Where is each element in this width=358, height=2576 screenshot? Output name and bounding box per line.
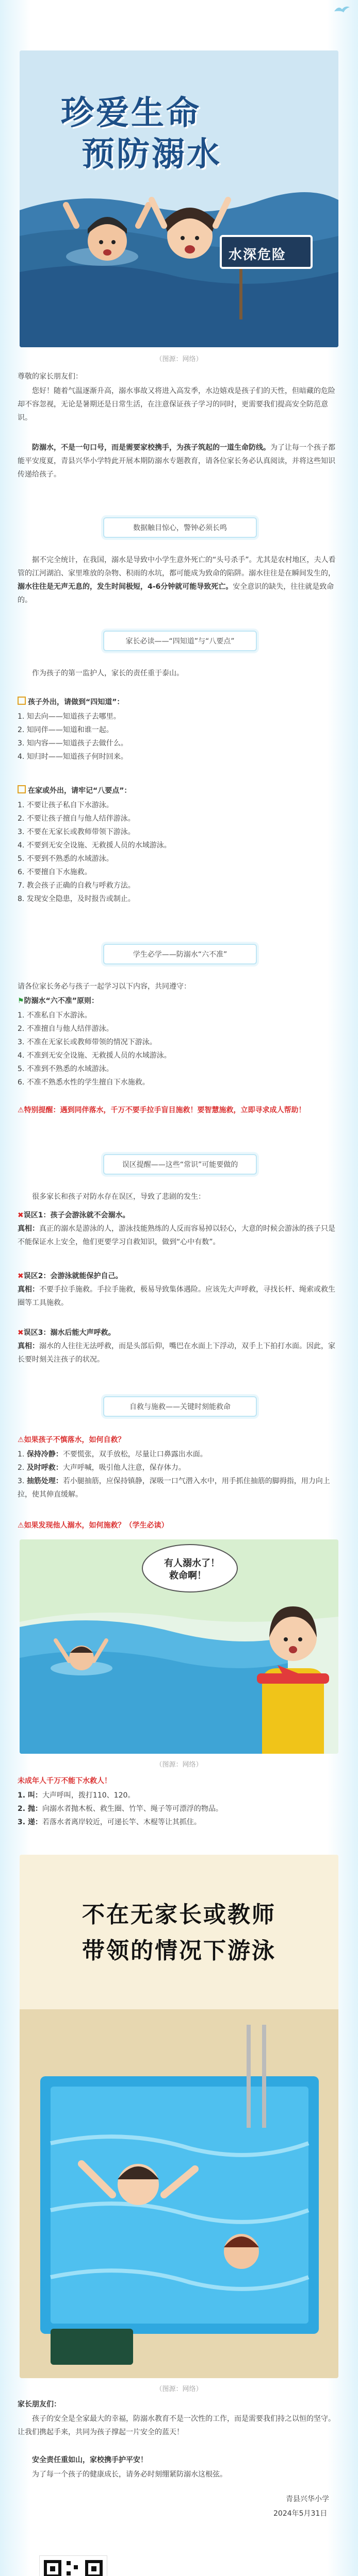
signature-school: 青县兴华小学: [286, 2495, 329, 2503]
alarm-icon: ⚠: [18, 1521, 24, 1530]
list-item: 3. 知内容——知道孩子去做什么。: [18, 739, 128, 748]
list-item: 2. 知同伴——知道和谁一起。: [18, 726, 113, 734]
list-item: 2. 不要让孩子擅自与他人结伴游泳。: [18, 815, 135, 823]
closing-greeting: 家长朋友们：: [18, 2400, 61, 2409]
list-item: 5. 不要到不熟悉的水域游泳。: [18, 855, 113, 863]
six-title: ⚑防溺水“六不准”原则：: [18, 997, 99, 1005]
greeting: 尊敬的家长朋友们：: [18, 372, 83, 381]
eight-list: [18, 799, 171, 906]
speech-bubble-text-1: 有人溺水了！: [164, 1558, 220, 1569]
rescue-illustration: [20, 1539, 338, 1754]
hero-title-line2: 预防溺水: [82, 135, 222, 174]
swallow-icon: [333, 4, 351, 14]
list-item: 1. 不要让孩子私自下水游泳。: [18, 801, 113, 809]
closing-paragraph: 孩子的安全是全家最大的幸福，防溺水教育不是一次性的工作，而是需要我们持之以恒的坚守。让我们携起手来，共同为孩子撑起一片安全的蓝天！: [18, 2415, 335, 2436]
closing-tail: 为了每一个孩子的健康成长，请务必时刻绷紧防溺水这根弦。: [32, 2470, 227, 2479]
myth-1: ✖误区1：孩子会游泳就不会溺水。 真相：真正的溺水是游泳的人，游泳技能熟练的人反而容易掉以轻心，大意的时候会游泳的孩子只是不能保证水上安全，他们更要学习自救知识，做到“心中有数”。: [18, 1211, 335, 1246]
data-paragraph: 据不完全统计，在我国，溺水是导致中小学生意外死亡的“头号杀手”。尤其是农村地区，夫人看管的江河湖泊、家里堆放的杂物、积雨的水坑，都可能成为致命的陷阱。溺水往往是在瞬间发生的，溺水往往是无声无息的，发生时间极短，4-6分钟就可能导致死亡。安全意识的缺失，往往就是致命的。: [18, 556, 336, 604]
x-icon: ✖: [18, 1211, 24, 1219]
list-item: 6. 不要擅自下水施救。: [18, 868, 92, 876]
intro-paragraph-2: 防溺水，不是一句口号，而是需要家校携手，为孩子筑起的一道生命防线。为了让每一个孩子都能平安度夏，青县兴华小学特此开展本期防溺水专题教育，请各位家长务必认真阅读，并将这些知识传递给孩子。: [18, 444, 335, 479]
four-know-list: [18, 710, 128, 764]
myth-2: ✖误区2：会游泳就能保护自己。 真相：不要手拉手施救。手拉手施救，极易导致集体遇险。应该先大声呼救，寻找长杆、绳索或救生圈等工具施救。: [18, 1272, 335, 1307]
list-item: 6. 不准不熟悉水性的学生擅自下水施救。: [18, 1078, 150, 1087]
section-title-1: 数据触目惊心，警钟必须长鸣: [18, 511, 340, 542]
closing-bold: 安全责任重如山，家校携手护平安！: [32, 2456, 148, 2464]
poster-caption: （图源：网络）: [155, 2385, 203, 2393]
list-item: 3. 不要在无家长或教师带领下游泳。: [18, 828, 135, 836]
myth-intro: 很多家长和孩子对防水存在误区，导致了悲剧的发生：: [32, 1193, 205, 1201]
x-icon: ✖: [18, 1272, 24, 1280]
list-item: 1. 叫：大声呼叫，拨打110、120。: [18, 1791, 135, 1800]
rescue-title: ⚠如果发现他人溺水，如何施救？（学生必读）: [18, 1521, 169, 1530]
poster-line1: 不在无家长或教师: [82, 1902, 276, 1928]
hero-sign-text: 水深危险: [229, 247, 287, 263]
six-list: [18, 1009, 171, 1089]
flag-icon: ⚑: [18, 997, 24, 1005]
alarm-icon: ⚠: [18, 1436, 24, 1444]
list-item: 2. 及时呼救：大声呼喊，吸引他人注意，保存体力。: [18, 1464, 186, 1472]
list-item: 5. 不准到不熟悉的水域游泳。: [18, 1065, 113, 1073]
list-item: 2. 不准擅自与他人结伴游泳。: [18, 1025, 113, 1033]
hero-title-line1: 珍爱生命: [61, 94, 201, 132]
section-title-2: 家长必读——“四知道”与“八要点”: [18, 624, 340, 655]
fig2-caption: （图源：网络）: [155, 1761, 203, 1769]
list-item: 3. 抽筋处理：若小腿抽筋，应保持镇静，深吸一口气潜入水中，用手抓住抽筋的脚拇指，用力向上拉，使其伸直缓解。: [18, 1477, 330, 1499]
signature-date: 2024年5月31日: [273, 2510, 328, 2518]
speech-bubble-text-2: 救命啊！: [169, 1570, 206, 1581]
students-intro: 请各位家长务必与孩子一起学习以下内容，共同遵守：: [18, 982, 191, 991]
alarm-icon: ⚠: [18, 1106, 24, 1114]
list-item: 4. 不准到无安全设施、无救援人员的水域游泳。: [18, 1052, 171, 1060]
myth-3: ✖误区3：溺水后能大声呼救。 真相：溺水的人往往无法呼救，而是头部后仰，嘴巴在水面上下浮动，双手上下拍打水面。因此，家长要时刻关注孩子的状况。: [18, 1329, 335, 1364]
poster-image: [20, 1855, 338, 2378]
list-item: 1. 保持冷静：不要慌张，双手放松，尽量让口鼻露出水面。: [18, 1450, 207, 1459]
hero-image: [20, 50, 338, 347]
list-item: 3. 不准在无家长或教师带领的情况下游泳。: [18, 1038, 157, 1046]
self-rescue-list: [18, 1448, 340, 1501]
checkbox-icon: [18, 697, 26, 705]
list-item: 1. 知去向——知道孩子去哪里。: [18, 713, 121, 721]
minor-list: [18, 1789, 340, 1829]
poster-line2: 带领的情况下游泳: [82, 1938, 276, 1964]
list-item: 1. 不准私自下水游泳。: [18, 1011, 92, 1020]
warning-note: ⚠特别提醒：遇到同伴落水，千万不要手拉手盲目施救！要智慧施救，立即寻求成人帮助！: [18, 1106, 306, 1114]
self-rescue-title: ⚠如果孩子不慎落水，如何自救？: [18, 1436, 125, 1444]
four-know-title: 孩子外出，请做到“四知道”：: [18, 696, 124, 709]
section-title-5: 自救与施救——关键时刻能救命: [18, 1390, 340, 1421]
eight-title: 在家或外出，请牢记“八要点”：: [18, 784, 131, 798]
list-item: 3. 递：若落水者离岸较近，可递长竿、木棍等让其抓住。: [18, 1818, 201, 1826]
intro-paragraph: 您好！随着气温逐渐升高，溺水事故又将进入高发季，水边嬉戏是孩子们的天性，但暗藏的危险却不容忽视，无论是暑期还是日常生活，在注意保证孩子学习的同时，更需要我们提高安全防范意识。: [18, 387, 335, 422]
minor-warning: 未成年人千万不能下水救人！: [18, 1777, 111, 1785]
hero-caption: （图源：网络）: [155, 355, 203, 363]
list-item: 4. 不要到无安全设施、无救援人员的水域游泳。: [18, 841, 171, 850]
list-item: 7. 教会孩子正确的自救与呼救方法。: [18, 882, 135, 890]
list-item: 4. 知归时——知道孩子何时回来。: [18, 753, 128, 761]
x-icon: ✖: [18, 1329, 24, 1337]
list-item: 2. 抛：向溺水者抛木板、救生圈、竹竿、绳子等可漂浮的物品。: [18, 1805, 223, 1813]
qr-code[interactable]: [39, 2555, 107, 2576]
section-title-4: 误区提醒——这些“常识”可能要做的: [18, 1148, 340, 1179]
parents-intro: 作为孩子的第一监护人，家长的责任重于泰山。: [32, 669, 184, 677]
list-item: 8. 发现安全隐患，及时报告或制止。: [18, 895, 135, 903]
section-title-3: 学生必学——防溺水“六不准”: [18, 938, 340, 969]
checkbox-icon: [18, 785, 26, 793]
